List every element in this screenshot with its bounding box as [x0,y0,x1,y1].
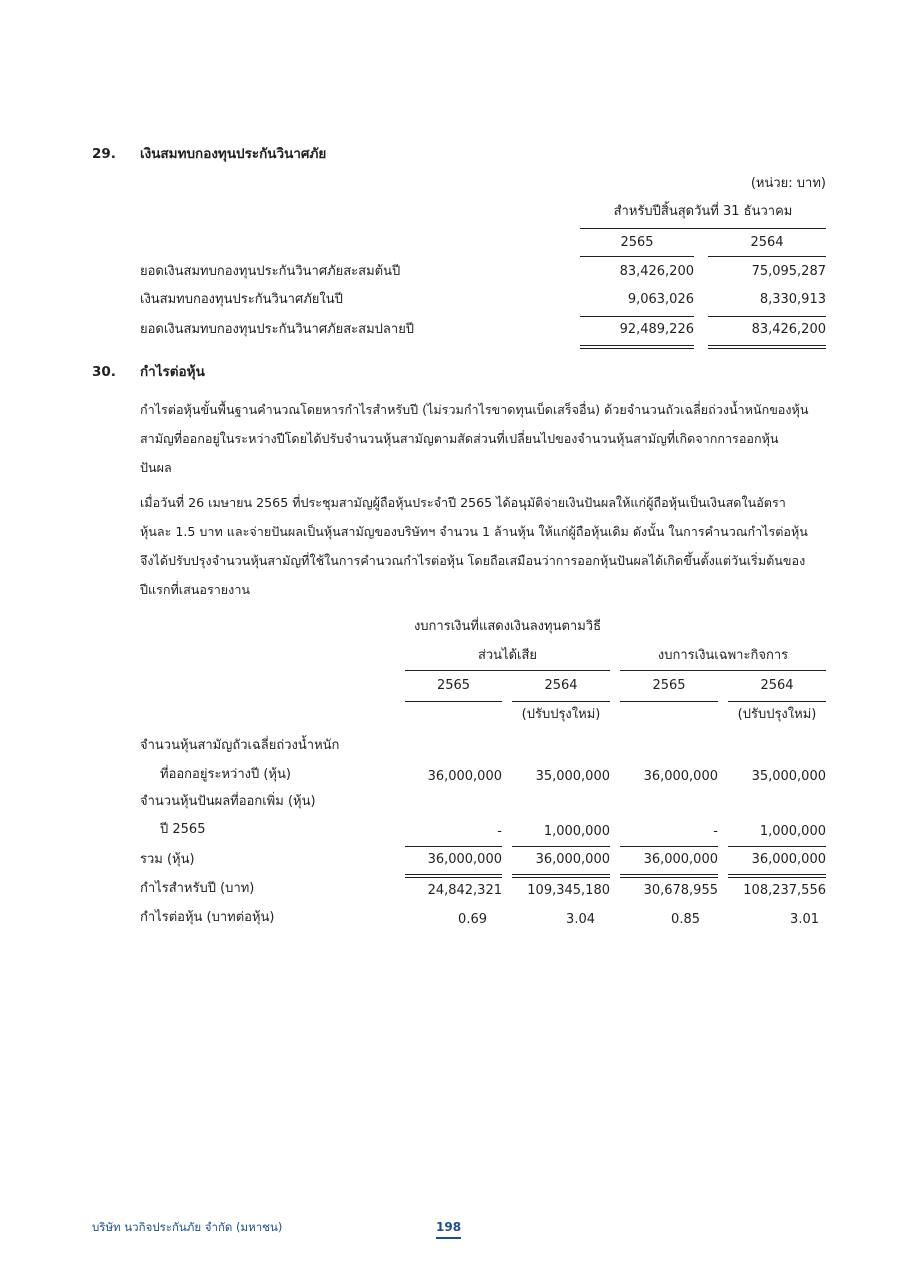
group-header-equity-method: ส่วนได้เสีย [477,648,538,663]
subtotal-rule [580,316,694,317]
year-rule [512,701,610,702]
cell-value: 8,330,913 [759,292,826,307]
paragraph-line: จึงได้ปรับปรุงจำนวนหุ้นสามัญที่ใช้ในการคำนวณกำไรต่อหุ้น โดยถือเสมือนว่าการออกหุ้นปันผลได้เกิดขึ้นตั้งแต่วันเริ่มต้นของ [140,553,806,568]
group-rule [405,670,610,671]
year-rule [708,256,826,257]
group-rule [620,670,826,671]
paragraph-line: ปีแรกที่เสนอรายงาน [140,582,251,597]
cell-value: 36,000,000 [643,769,718,784]
period-header: สำหรับปีสิ้นสุดวันที่ 31 ธันวาคม [613,204,793,219]
row-label: รวม (หุ้น) [140,852,195,867]
section-30-title: กำไรต่อหุ้น [140,364,205,380]
restated-label: (ปรับปรุงใหม่) [737,707,817,722]
group-header-separate: งบการเงินเฉพาะกิจการ [657,648,789,663]
cell-value: 36,000,000 [643,852,718,867]
page-number: 198 [436,1220,462,1234]
row-label: ที่ออกอยู่ระหว่างปี (หุ้น) [160,767,291,782]
section-29-title: เงินสมทบกองทุนประกันวินาศภัย [140,146,327,162]
cell-value: 3.01 [790,912,819,927]
cell-value: 75,095,287 [751,264,826,279]
total-double-rule [728,874,826,878]
paragraph-line: หุ้นละ 1.5 บาท และจ่ายปันผลเป็นหุ้นสามัญของบริษัทฯ จำนวน 1 ล้านหุ้น ให้แก่ผู้ถือหุ้นเดิม ดังนั้น ในการคำนวณกำไรต่อหุ้น [140,524,808,539]
row-label: จำนวนหุ้นสามัญถัวเฉลี่ยถ่วงน้ำหนัก [140,738,340,753]
header-rule [580,228,826,229]
cell-value: 24,842,321 [427,883,502,898]
subtotal-rule [405,846,502,847]
total-double-rule [512,874,610,878]
year-header-2565: 2565 [620,235,654,250]
cell-value: 83,426,200 [751,322,826,337]
group-header-equity-method: งบการเงินที่แสดงเงินลงทุนตามวิธี [413,619,602,634]
total-double-rule [620,874,718,878]
row-label: ยอดเงินสมทบกองทุนประกันวินาศภัยสะสมปลายปี [140,322,415,337]
eps-paragraph-1 [140,395,826,482]
paragraph-line: เมื่อวันที่ 26 เมษายน 2565 ที่ประชุมสามัญผู้ถือหุ้นประจำปี 2565 ได้อนุมัติจ่ายเงินปันผลให้แก่ผู้ถือหุ้นเป็นเงินสดในอัตรา [140,495,786,510]
row-label: กำไรสำหรับปี (บาท) [140,881,255,896]
year-rule [405,701,502,702]
row-label: ยอดเงินสมทบกองทุนประกันวินาศภัยสะสมต้นปี [140,264,401,279]
year-header: 2564 [544,678,578,693]
cell-value: 83,426,200 [619,264,694,279]
total-double-rule [405,874,502,878]
total-double-rule [580,345,694,349]
cell-value: 36,000,000 [427,852,502,867]
cell-value: 108,237,556 [743,883,826,898]
subtotal-rule [620,846,718,847]
cell-value: - [497,824,502,839]
paragraph-line: กำไรต่อหุ้นขั้นพื้นฐานคำนวณโดยหารกำไรสำหรับปี (ไม่รวมกำไรขาดทุนเบ็ดเสร็จอื่น) ด้วยจำนวนถัวเฉลี่ยถ่วงน้ำหนักของหุ้น [140,402,809,417]
page-number-underline [436,1237,461,1239]
paragraph-line: ปันผล [140,460,172,475]
row-label: จำนวนหุ้นปันผลที่ออกเพิ่ม (หุ้น) [140,794,316,809]
year-header: 2565 [652,678,686,693]
eps-paragraph-2 [140,488,826,604]
section-30-number: 30. [92,364,116,380]
year-header: 2565 [436,678,471,693]
subtotal-rule [708,316,826,317]
cell-value: 109,345,180 [527,883,610,898]
cell-value: 35,000,000 [751,769,826,784]
year-header-2564: 2564 [750,235,784,250]
footer-company-name: บริษัท นวกิจประกันภัย จำกัด (มหาชน) [92,1220,283,1234]
row-label: ปี 2565 [160,822,206,837]
year-header: 2564 [760,678,794,693]
cell-value: - [713,824,718,839]
section-29-number: 29. [92,146,116,162]
cell-value: 36,000,000 [535,852,610,867]
cell-value: 1,000,000 [759,824,826,839]
cell-value: 3.04 [566,912,595,927]
cell-value: 9,063,026 [627,292,694,307]
unit-label: (หน่วย: บาท) [750,176,826,191]
cell-value: 30,678,955 [643,883,718,898]
restated-label: (ปรับปรุงใหม่) [521,707,601,722]
cell-value: 0.85 [671,912,700,927]
subtotal-rule [512,846,610,847]
row-label: เงินสมทบกองทุนประกันวินาศภัยในปี [140,292,343,307]
year-rule [728,701,826,702]
year-rule [580,256,694,257]
cell-value: 1,000,000 [543,824,610,839]
subtotal-rule [728,846,826,847]
cell-value: 92,489,226 [619,322,694,337]
total-double-rule [708,345,826,349]
cell-value: 35,000,000 [535,769,610,784]
cell-value: 36,000,000 [751,852,826,867]
row-label: กำไรต่อหุ้น (บาทต่อหุ้น) [140,910,275,925]
cell-value: 36,000,000 [427,769,502,784]
year-rule [620,701,718,702]
paragraph-line: สามัญที่ออกอยู่ในระหว่างปีโดยได้ปรับจำนวนหุ้นสามัญตามสัดส่วนที่เปลี่ยนไปของจำนวนหุ้นสามัญที่เกิดจากการออกหุ้น [140,431,779,446]
cell-value: 0.69 [458,912,487,927]
